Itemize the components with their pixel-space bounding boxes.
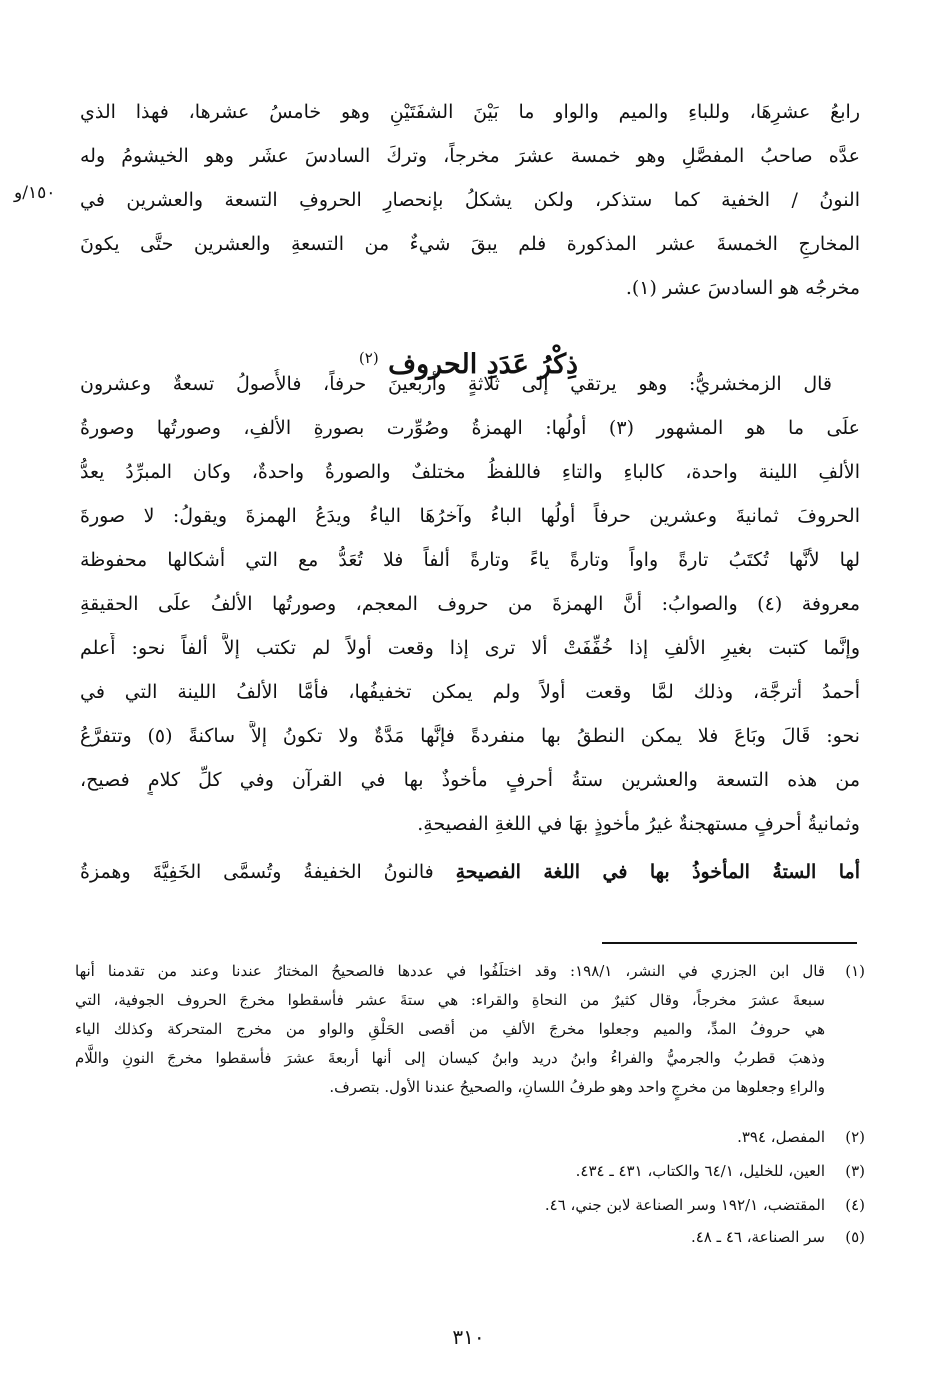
text-line: مخرجُه هو السادسَ عشر (١).	[625, 277, 860, 299]
margin-folio-note: ١٥٠/و	[14, 183, 56, 203]
footnote-line: المفصل، ٣٩٤.	[737, 1128, 825, 1146]
text-line: علَى ما هو المشهور (٣) أولُها: الهمزةُ وصُوِّرت بصورةِ الألفِ، وصورتُها وصورةُ	[80, 417, 860, 439]
footnote-line: المقتضب، ١٩٢/١ وسر الصناعة لابن جني، ٤٦.	[544, 1196, 825, 1214]
top-paragraph	[80, 97, 860, 317]
footnote-number: (٥)	[845, 1228, 865, 1246]
footnote-number: (٣)	[845, 1162, 865, 1180]
footnote-separator	[602, 942, 857, 944]
text-line: لها لأنَّها تُكتَبُ تارةً واواً وتارةً ياءً وتارةً ألفاً فلا تُعَدُّ مع التي أشكالها محفوظة	[80, 549, 860, 571]
text-line: وثمانيةُ أحرفٍ مستهجنةٌ غيرُ مأخوذٍ بهَا في اللغةِ الفصيحةِ.	[417, 813, 860, 835]
text-line: نحو: قَالَ وبَاعَ فلا يمكن النطقُ بها منفردةً فإنَّها مَدَّةٌ ولا تكونُ إلاَّ ساكنةً (٥) وتتفرَّعُ	[80, 725, 860, 747]
footnote-number: (١)	[845, 962, 865, 980]
footnote-line: والراءِ وجعلوها من مخرجٍ واحد وهو طرفُ اللسانِ، والصحيحُ عندنا الأول. بتصرف.	[329, 1078, 825, 1096]
text-line: الألفِ اللينة واحدة، كالباءِ والتاءِ فاللفظُ مختلفٌ والصورةُ واحدةٌ، وكان المبرِّدُ يعدُّ	[80, 461, 860, 483]
footnote-line: هي حروفُ المدِّ، والميم وجعلوا مخرجَ الألفِ من أقصى الحَلْقِ والواو من مخرج المتحركة وكذلك الياء	[75, 1020, 825, 1038]
footnotes	[75, 957, 865, 1257]
footnote-line: سبعةَ عشرَ مخرجاً، وقال كثيرٌ من النحاةِ والقراء: هي ستةَ عشر فأسقطوا مخرجَ الحروف الجوفية، التي	[75, 991, 825, 1009]
footnote-line: وذهبَ قطربُ والجرميُّ والفراءُ وابنُ دريد وابنُ كيسان إلى أنها أربعةَ عشرَ فأسقطوا مخرجَ النونِ واللَّام	[75, 1049, 825, 1067]
bold-lead-text: أما الستةُ المأخوذُ بها في اللغة الفصيحةِ	[455, 861, 860, 883]
text-line: وإنَّما كتبت بغيرِ الألفِ إذا خُفِّفَتْ ألا ترى إذا وقعت أولاً لم تكتب إلاَّ ألفاً نحو: أَعلم	[80, 637, 860, 659]
text-line: من هذه التسعة والعشرين ستةُ أحرفٍ مأخوذٌ بها في القرآن وفي كلِّ كلامٍ فصيح،	[80, 769, 860, 791]
footnote-line: العين، للخليل، ٦٤/١ والكتاب، ٤٣١ ـ ٤٣٤.	[575, 1162, 825, 1180]
heading-footnote-ref: (٢)	[358, 349, 379, 367]
heading-text: ذِكْرُ عَدَدِ الحروف	[388, 349, 579, 380]
body-paragraph	[80, 369, 860, 929]
page-number: ٣١٠	[452, 1325, 485, 1349]
text-line: الحروفَ ثمانيةَ وعشرين حرفاً أولُها الباءُ وآخرُهَا الياءُ ويدَعُ الهمزةَ ويقولُ: لا صورةَ	[80, 505, 860, 527]
footnote-line: سر الصناعة، ٤٦ ـ ٤٨.	[690, 1228, 825, 1246]
footnote-line: قال ابن الجزري في النشر، ١٩٨/١: وقد اختلَفُوا في عددها فالصحيحُ المختارُ عندنا وعند من تقدمنا أنها	[75, 962, 825, 980]
text-line	[80, 857, 860, 887]
text-line: أحمدُ أترجَّة، وذلك لمَّا وقعت أولاً ولم يمكن تخفيفُها، فأمَّا الألفُ اللينة التي في	[80, 681, 860, 703]
text-line: معروفة (٤) والصوابُ: أنَّ الهمزةَ من حروف المعجم، وصورتُها الألفُ علَى الحقيقةِ	[80, 593, 860, 615]
line-rest-text: فالنونُ الخفيفةُ وتُسمَّى الخَفِيَّةَ وهمزةُ	[80, 861, 456, 883]
text-line: المخارجِ الخمسةَ عشر المذكورة فلم يبقَ شيءٌ من التسعةِ والعشرين حتَّى يكونَ	[80, 233, 860, 255]
text-line: عدَّه صاحبُ المفصَّلِ وهو خمسة عشرَ مخرجاً، وتركَ السادسَ عشَر وهو الخيشومُ وله	[80, 145, 860, 167]
text-line: رابعُ عشرِهَا، وللباءِ والميم والواو ما بَيْنَ الشفَتَيْنِ وهو خامسُ عشرها، فهذا الذي	[80, 101, 860, 123]
footnote-number: (٢)	[845, 1128, 865, 1146]
text-line: النونُ / الخفية كما ستذكر، ولكن يشكلُ بإنحصارِ الحروفِ التسعة والعشرين في	[80, 189, 860, 211]
text-line: قال الزمخشريُّ: وهو يرتقي إلى ثلاثةٍ وأربعينَ حرفاً، فالأُصولُ تسعةٌ وعشرون	[80, 373, 832, 395]
footnote-number: (٤)	[845, 1196, 865, 1214]
